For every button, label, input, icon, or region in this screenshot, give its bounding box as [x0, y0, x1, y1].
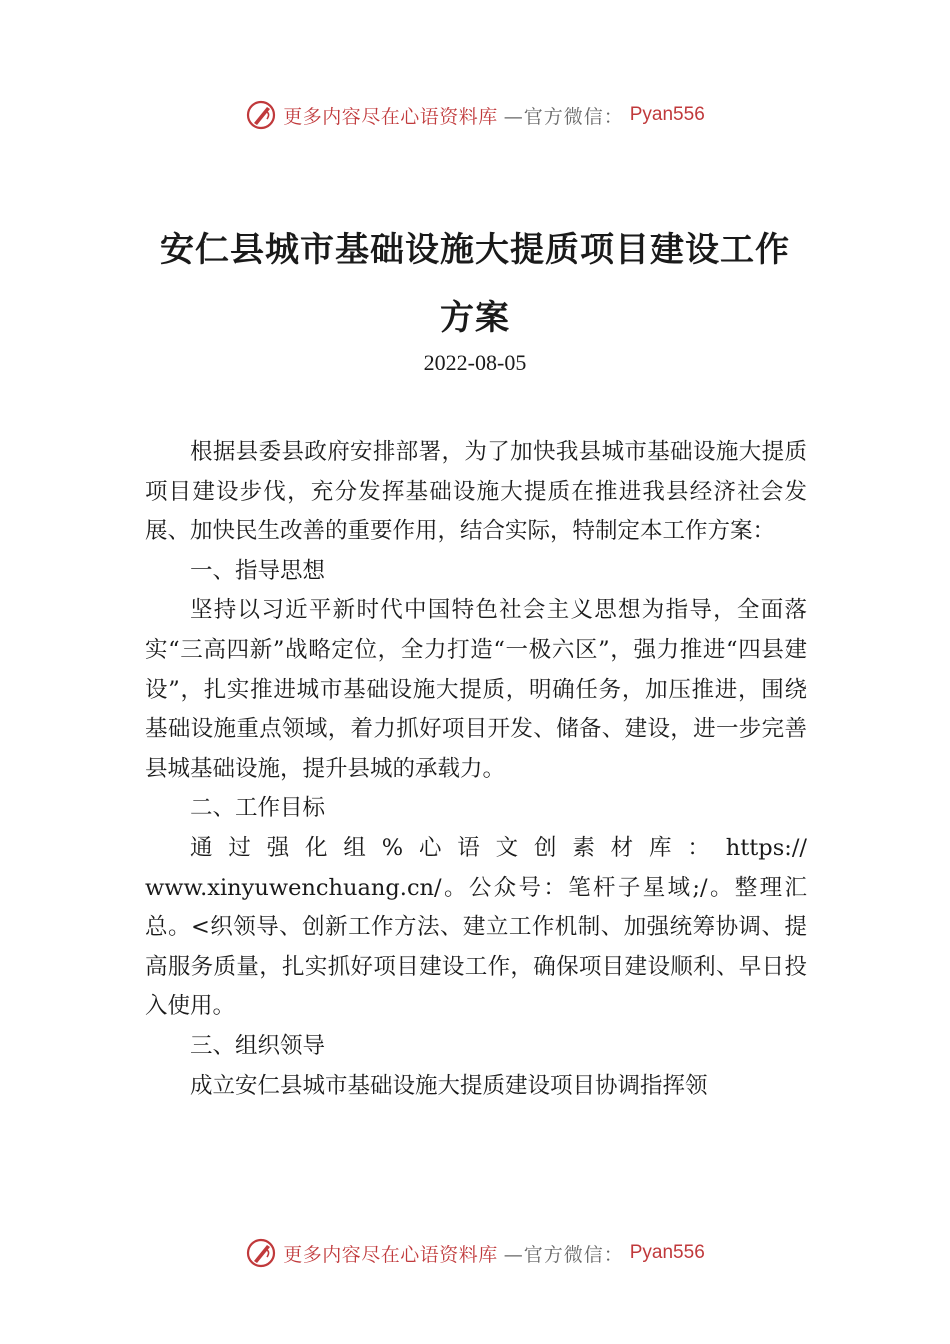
document-body [145, 433, 807, 1106]
watermark-banner-bottom [0, 1233, 950, 1273]
document-title-line1: 安仁县城市基础设施大提质项目建设工作 [160, 230, 790, 270]
watermark-wechat-id: Pyan556 [629, 1242, 705, 1263]
document-title-line2: 方案 [440, 298, 510, 338]
section-heading-organization: 三、组织领导 [190, 1032, 326, 1059]
paragraph-organization: 成立安仁县城市基础设施大提质建设项目协调指挥领 [190, 1072, 708, 1099]
paragraph-work-goals-line1: 通过强化组%心语文创素材库：https:// [190, 834, 807, 861]
watermark-brand-text: 更多内容尽在心语资料库 [283, 1243, 498, 1266]
quill-logo-icon [245, 99, 277, 131]
document-date: 2022-08-05 [423, 350, 527, 375]
section-heading-guiding-ideology: 一、指导思想 [190, 557, 326, 584]
watermark-banner-top [0, 95, 950, 135]
watermark-wechat-label: —官方微信： [503, 1243, 624, 1266]
section-heading-work-goals: 二、工作目标 [190, 795, 326, 822]
watermark-wechat-id: Pyan556 [629, 104, 705, 125]
paragraph-guiding-ideology: 坚持以习近平新时代中国特色社会主义思想为指导，全面落实“三高四新”战略定位，全力打造“一极六区”，强力推进“四县建设”，扎实推进城市基础设施大提质，明确任务，加压推进，围绕基础设施重点领域，着力抓好项目开发、储备、建设，进一步完善县城基础设施，提升县城的承载力。 [145, 597, 807, 782]
quill-logo-icon [245, 1237, 277, 1269]
watermark-wechat-label: —官方微信： [503, 105, 624, 128]
paragraph-intro: 根据县委县政府安排部署，为了加快我县城市基础设施大提质项目建设步伐，充分发挥基础设施大提质在推进我县经济社会发展、加快民生改善的重要作用，结合实际，特制定本工作方案： [145, 439, 807, 545]
watermark-brand-text: 更多内容尽在心语资料库 [283, 105, 498, 128]
paragraph-work-goals-rest: www.xinyuwenchuang.cn/。公众号：笔杆子星域;/。整理汇总。<织领导、创新工作方法、建立工作机制、加强统筹协调、提高服务质量，扎实抓好项目建设工作，确保项目建设顺利、早日投入使用。 [145, 874, 807, 1020]
